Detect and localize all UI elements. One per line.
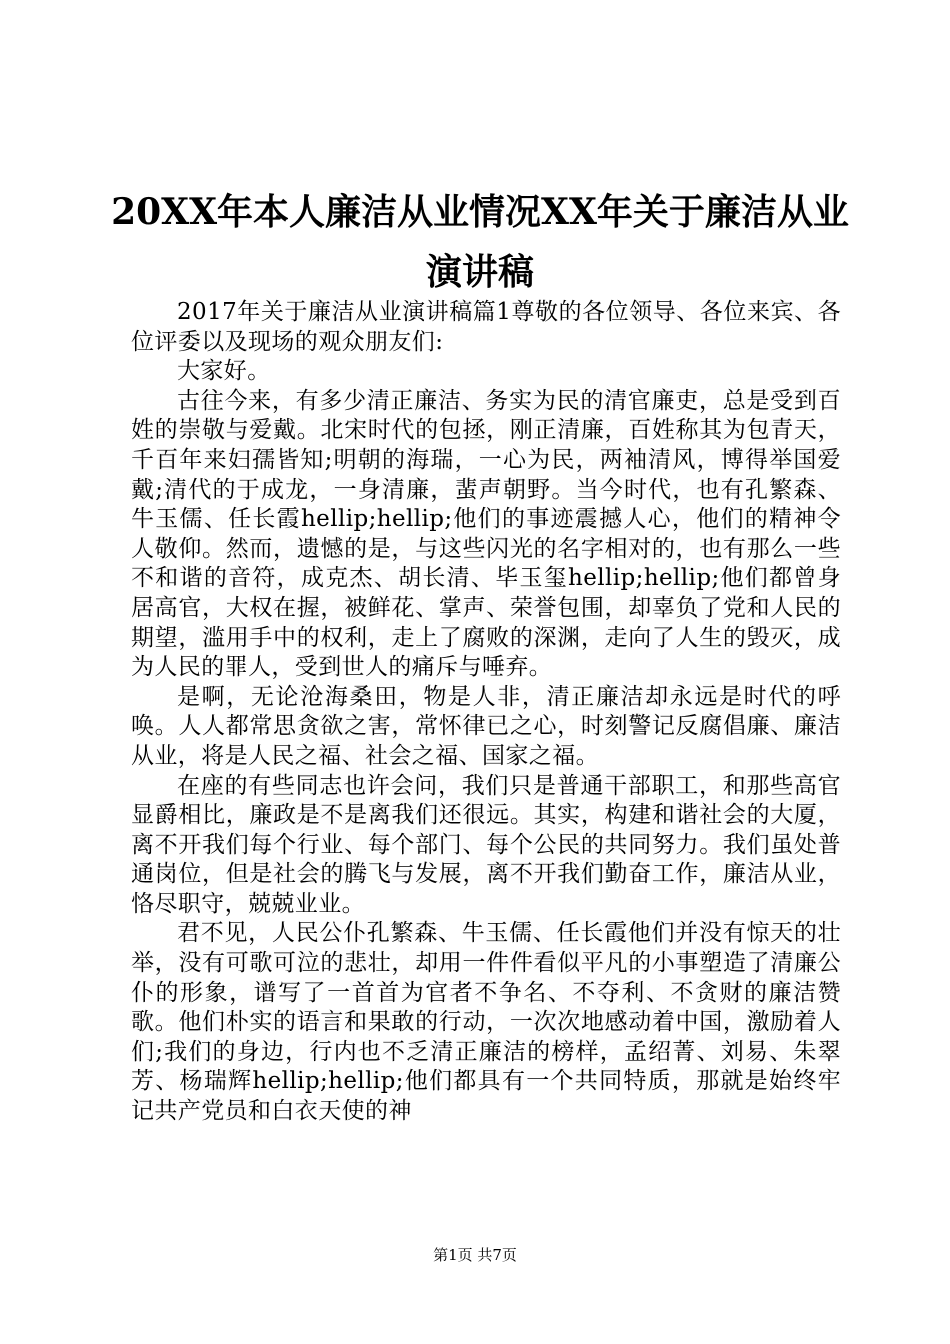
paragraph-history: 古往今来，有多少清正廉洁、务实为民的清官廉吏，总是受到百姓的崇敬与爱戴。北宋时代的包拯，刚正清廉，百姓称其为包青天，千百年来妇孺皆知;明朝的海瑞，一心为民，两袖清风，博得举国爱戴;清代的于成龙，一身清廉，蜚声朝野。当今时代，也有孔繁森、牛玉儒、任长霞hellip;hellip;他们的事迹震撼人心，他们的精神令人敬仰。然而，遗憾的是，与这些闪光的名字相对的，也有那么一些不和谐的音符，成克杰、胡长清、毕玉玺hellip;hellip;他们都曾身居高官，大权在握，被鲜花、掌声、荣誉包围，却辜负了党和人民的期望，滥用手中的权利，走上了腐败的深渊，走向了人生的毁灭，成为人民的罪人，受到世人的痛斥与唾弃。 — [131, 387, 841, 681]
paragraph-call-of-era: 是啊，无论沧海桑田，物是人非，清正廉洁却永远是时代的呼唤。人人都常思贪欲之害，常怀律已之心，时刻警记反腐倡廉、廉洁从业，将是人民之福、社会之福、国家之福。 — [131, 683, 841, 769]
paragraph-greeting: 2017年关于廉洁从业演讲稿篇1尊敬的各位领导、各位来宾、各位评委以及现场的观众朋友们: — [131, 299, 841, 355]
document-title-line-1: 20XX年本人廉洁从业情况XX年关于廉洁从业 — [111, 191, 849, 233]
paragraph-hello: 大家好。 — [177, 358, 271, 385]
page-number-footer: 第1页 共7页 — [433, 1246, 517, 1264]
paragraph-ordinary-staff: 在座的有些同志也许会问，我们只是普通干部职工，和那些高官显爵相比，廉政是不是离我们还很远。其实，构建和谐社会的大厦，离不开我们每个行业、每个部门、每个公民的共同努力。我们虽处普通岗位，但是社会的腾飞与发展，离不开我们勤奋工作，廉洁从业，恪尽职守，兢兢业业。 — [131, 772, 841, 917]
document-title-line-2: 演讲稿 — [425, 251, 534, 293]
paragraph-role-models: 君不见，人民公仆孔繁森、牛玉儒、任长霞他们并没有惊天的壮举，没有可歌可泣的悲壮，却用一件件看似平凡的小事塑造了清廉公仆的形象，谱写了一首首为官者不争名、不夺利、不贪财的廉洁赞歌。他们朴实的语言和果敢的行动，一次次地感动着中国，激励着人们;我们的身边，行内也不乏清正廉洁的榜样，孟绍菁、刘易、朱翠芳、杨瑞辉hellip;hellip;他们都具有一个共同特质，那就是始终牢记共产党员和白衣天使的神 — [131, 920, 841, 1125]
document-body — [131, 298, 841, 1127]
